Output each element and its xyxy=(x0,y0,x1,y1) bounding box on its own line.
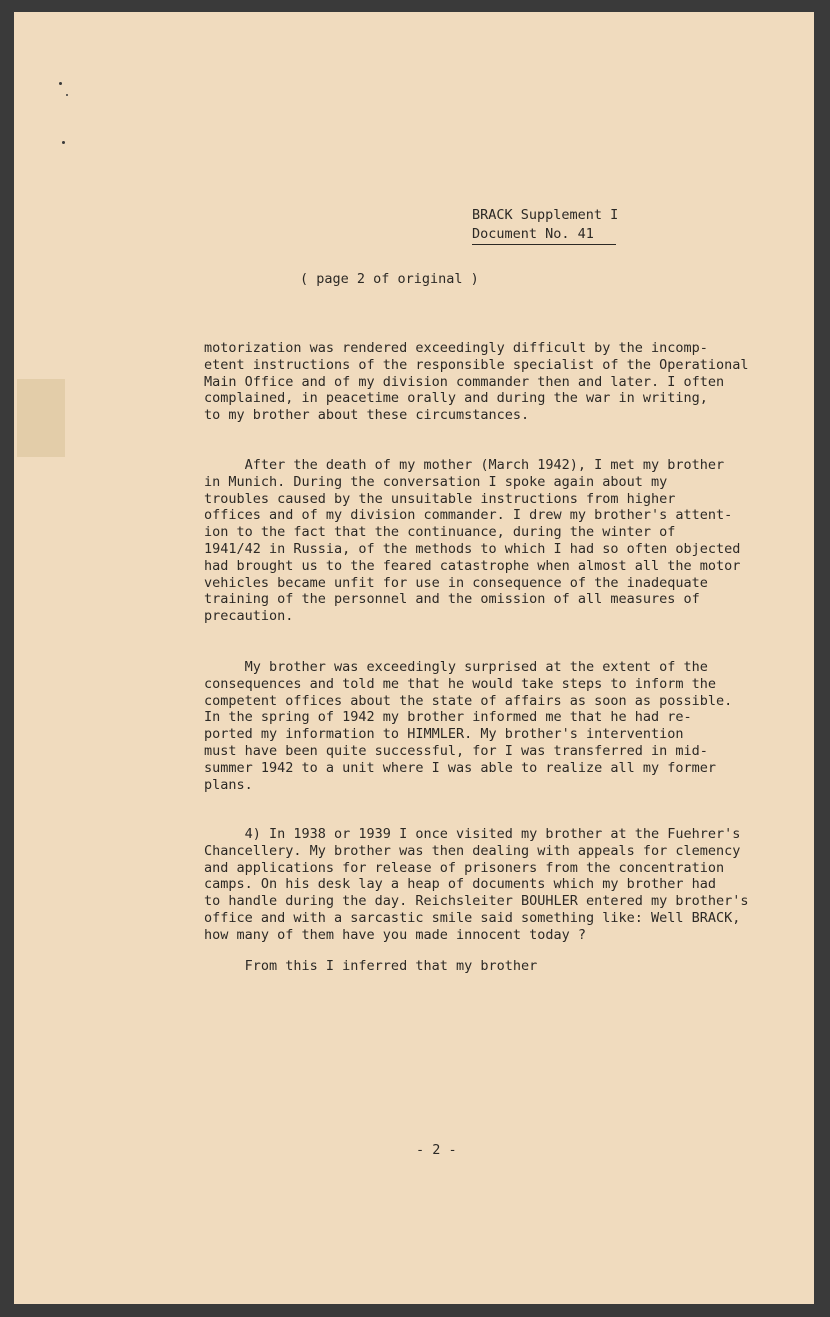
supplement-label: BRACK Supplement I xyxy=(472,207,619,223)
paragraph: From this I inferred that my brother xyxy=(204,958,538,974)
punch-mark xyxy=(66,94,68,96)
document-heading xyxy=(472,206,618,245)
punch-mark xyxy=(62,141,65,144)
paragraph: After the death of my mother (March 1942), I met my brother in Munich. During the conversation I spoke again about my troubles caused by the unsuitable instructions from higher offices and of my division commander. I drew my brother's attent- ion to the fact that the continuance, during the winter of 1941/42 in Russia, of the methods to which I had so often objected had brought us to the feared catastrophe when almost all the motor vehicles became unfit for use in consequence of the inadequate training of the personnel and the omission of all measures of precaution. xyxy=(204,457,741,625)
paragraph: My brother was exceedingly surprised at the extent of the consequences and told me that he would take steps to inform the competent offices about the state of affairs as soon as possible. In the spring of 1942 my brother informed me that he had re- ported my information to HIMMLER. My brother's intervention must have been quite successful, for I was transferred in mid- summer 1942 to a unit where I was able to realize all my former plans. xyxy=(204,659,733,793)
paragraph: 4) In 1938 or 1939 I once visited my brother at the Fuehrer's Chancellery. My brother was then dealing with appeals for clemency and applications for release of prisoners from the concentration camps. On his desk lay a heap of documents which my brother had to handle during the day. Reichsleiter BOUHLER entered my brother's office and with a sarcastic smile said something like: Well BRACK, how many of them have you made innocent today ? xyxy=(204,826,749,943)
paragraph: motorization was rendered exceedingly difficult by the incomp- etent instructions of the responsible specialist of the Operational Main Office and of my division commander then and later. I often complained, in peacetime orally and during the war in writing, to my brother about these circumstances. xyxy=(204,340,749,424)
page-number: - 2 - xyxy=(416,1142,457,1158)
page-note: ( page 2 of original ) xyxy=(300,271,479,287)
document-page xyxy=(14,12,814,1304)
document-number: Document No. 41 xyxy=(472,225,616,245)
punch-mark xyxy=(59,82,62,85)
paper-stain xyxy=(17,379,65,457)
